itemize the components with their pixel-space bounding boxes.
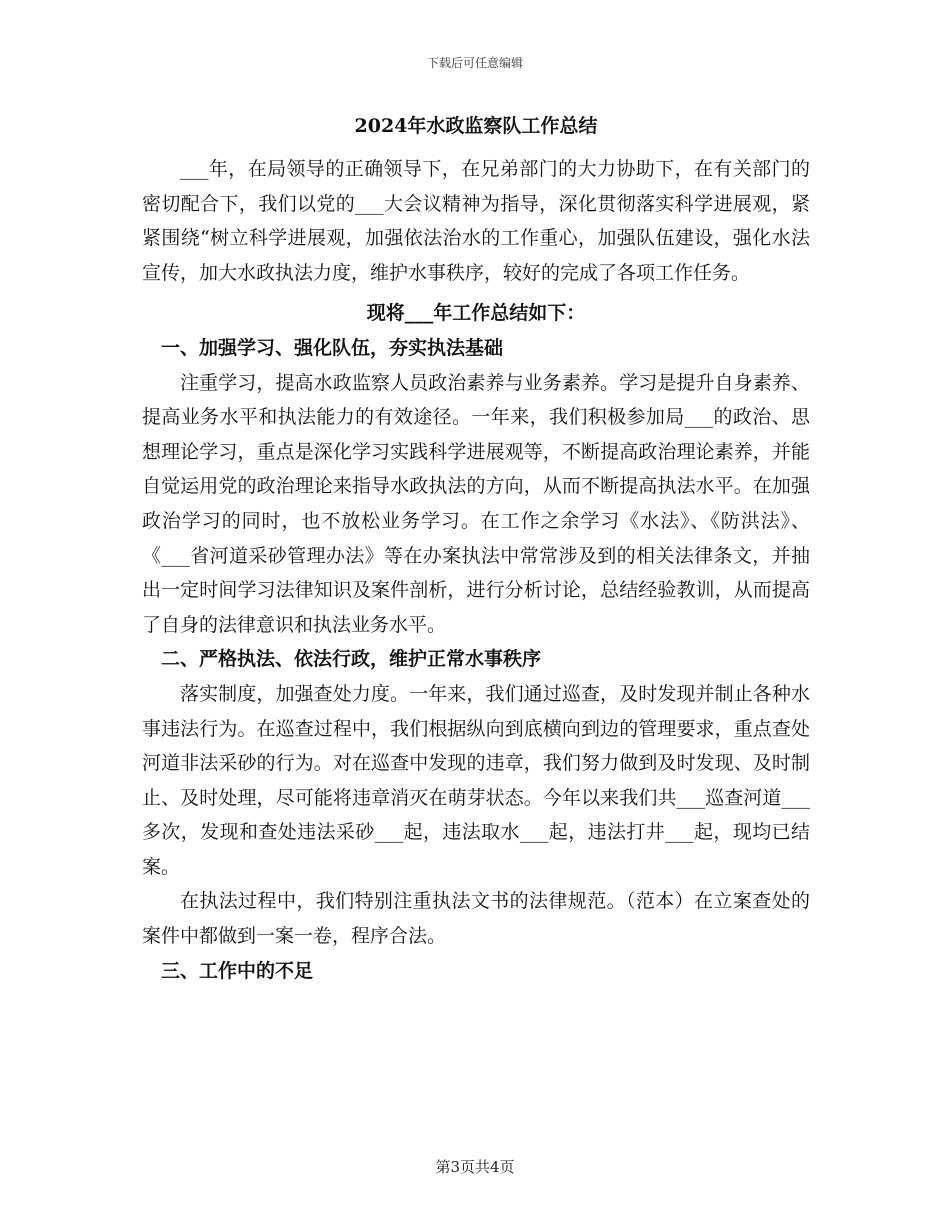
section-heading-1: 一、加强学习、强化队伍，夯实执法基础 [161,336,504,359]
document-title: 2024年水政监察队工作总结 [354,115,598,137]
intro-paragraph: ___年，在局领导的正确领导下，在兄弟部门的大力协助下，在有关部门的密切配合下，我们以党的___大会议精神为指导，深化贯彻落实科学进展观，紧紧围绕“树立科学进展观，加强依法治水的工作重心，加强队伍建设，强化水法宣传，加大水政执法力度，维护水事秩序，较好的完成了各项工作任务。 [142,158,810,284]
document-body [142,110,810,988]
page-footer: 第3页共4页 [435,1158,515,1176]
section-heading-2: 二、严格执法、依法行政，维护正常水事秩序 [161,648,542,671]
summary-line: 现将___年工作总结如下： [366,302,586,325]
page-header: 下载后可任意编辑 [426,56,523,70]
section-2-paragraph-1: 落实制度，加强查处力度。一年来，我们通过巡查，及时发现并制止各种水事违法行为。在巡查过程中，我们根据纵向到底横向到边的管理要求，重点查处河道非法采砂的行为。对在巡查中发现的违章，我们努力做到及时发现、及时制止、及时处理，尽可能将违章消灭在萌芽状态。今年以来我们共___巡查河道___多次，发现和查处违法采砂___起，违法取水___起，违法打井___起，现均已结案。 [142,682,810,878]
section-heading-3: 三、工作中的不足 [161,959,314,982]
section-2-paragraph-2: 在执法过程中，我们特别注重执法文书的法律规范。（范本）在立案查处的案件中都做到一案一卷，程序合法。 [142,890,810,948]
section-1-paragraph: 注重学习，提高水政监察人员政治素养与业务素养。学习是提升自身素养、提高业务水平和执法能力的有效途径。一年来，我们积极参加局___的政治、思想理论学习，重点是深化学习实践科学进展观等，不断提高政治理论素养，并能自觉运用党的政治理论来指导水政执法的方向，从而不断提高执法水平。在加强政治学习的同时，也不放松业务学习。在工作之余学习《水法》、《防洪法》、《___省河道采砂管理办法》等在办案执法中常常涉及到的相关法律条文，并抽出一定时间学习法律知识及案件剖析，进行分析讨论，总结经验教训，从而提高了自身的法律意识和执法业务水平。 [142,371,810,636]
